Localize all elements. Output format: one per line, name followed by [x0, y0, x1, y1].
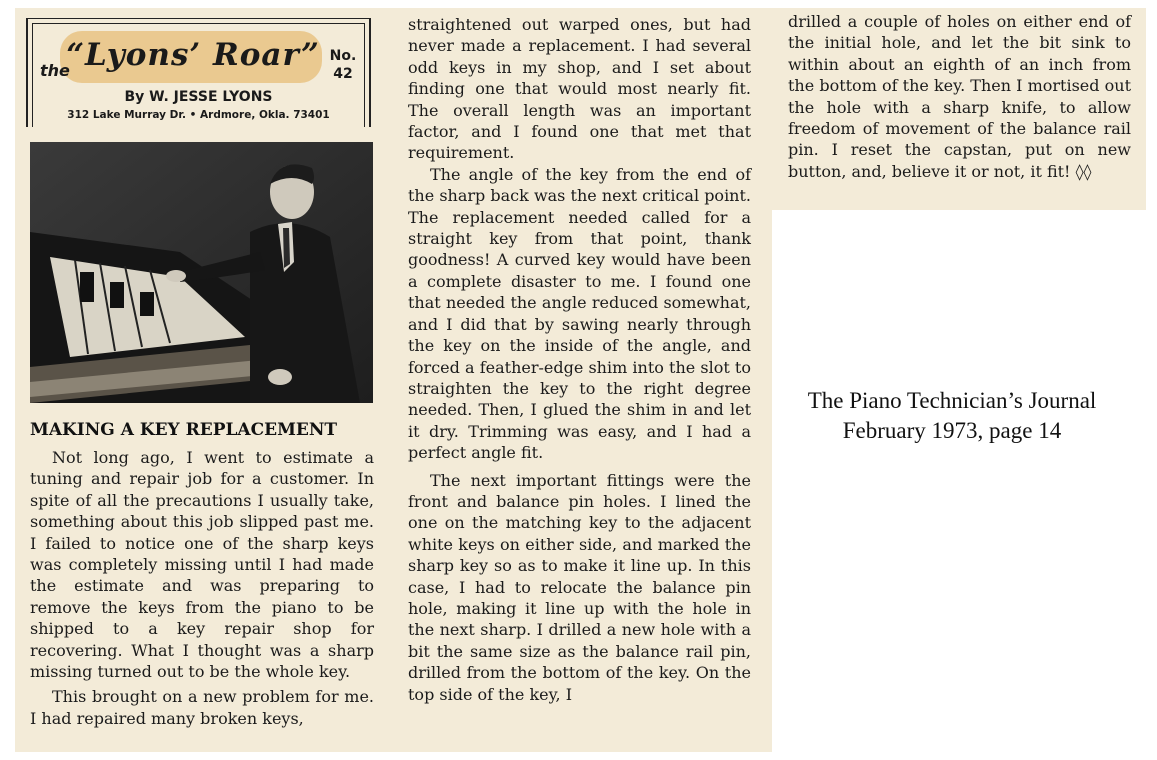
- article-left-column: [30, 447, 374, 729]
- masthead-number-label: No.: [329, 48, 357, 64]
- masthead-address: 312 Lake Murray Dr. • Ardmore, Okla. 73401: [67, 109, 330, 121]
- article-paragraph: This brought on a new problem for me. I had repaired many broken keys,: [30, 687, 374, 728]
- article-paragraph: The next important fittings were the front and balance pin holes. I lined the one on the matching key to the adjacent white keys on either side, and marked the sharp key so as to make it line up. In this case, I had to relocate the balance pin hole, making it line up with the hole in the next sharp. I drilled a new hole with a bit the same size as the balance rail pin, drilled from the bottom of the key. On the top side of the key, I: [408, 470, 751, 704]
- article-paragraph: Not long ago, I went to estimate a tuning and repair job for a customer. In spite of all the precautions I usually take, something about this job slipped past me. I failed to notice one of the sharp keys was completely missing until I had made the estimate and was preparing to remove the keys from the piano to be shipped to a key repair shop for recovering. What I thought was a sharp missing turned out to be the whole key.: [30, 448, 374, 682]
- column-masthead: [26, 18, 371, 127]
- photo-illustration: [30, 142, 373, 403]
- article-paragraph: drilled a couple of holes on either end of the initial hole, and let the bit sink to within about an eighth of an inch from the bottom of the key. Then I mortised out the hole with a sharp knife, to allow freedom of movement of the balance rail pin. I reset the capstan, put on new button, and, believe it or not, it fit! ◊◊: [788, 12, 1131, 181]
- masthead-number-value: 42: [333, 66, 353, 82]
- masthead-byline: By W. JESSE LYONS: [124, 89, 273, 105]
- caption-issue-date: February 1973, page 14: [842, 418, 1062, 443]
- article-right-column: [788, 11, 1131, 182]
- article-paragraph: straightened out warped ones, but had never made a replacement. I had several odd keys in my shop, and I set about finding one that would most nearly fit. The overall length was an important factor, and I found one that met that requirement.: [408, 15, 751, 163]
- masthead-title: “Lyons’ Roar”: [66, 37, 320, 73]
- masthead-issue-number: [324, 47, 362, 83]
- article-paragraph: The angle of the key from the end of the sharp back was the next critical point. The replacement needed called for a straight key from that point, thank goodness! A curved key would have been a complete disaster to me. I found one that needed the angle reduced somewhat, and I did that by sawing nearly through the key on the inside of the angle, and forced a feather-edge shim into the slot to straighten the key to the right degree needed. Then, I glued the shim in and let it dry. Trimming was easy, and I had a perfect angle fit.: [408, 164, 751, 463]
- masthead-the: the: [40, 61, 70, 80]
- article-headline: MAKING A KEY REPLACEMENT: [30, 420, 338, 440]
- source-caption: [782, 386, 1122, 446]
- man-at-piano-photo: [30, 142, 373, 403]
- article-middle-column: [408, 14, 751, 705]
- caption-journal-name: The Piano Technician’s Journal: [807, 388, 1097, 413]
